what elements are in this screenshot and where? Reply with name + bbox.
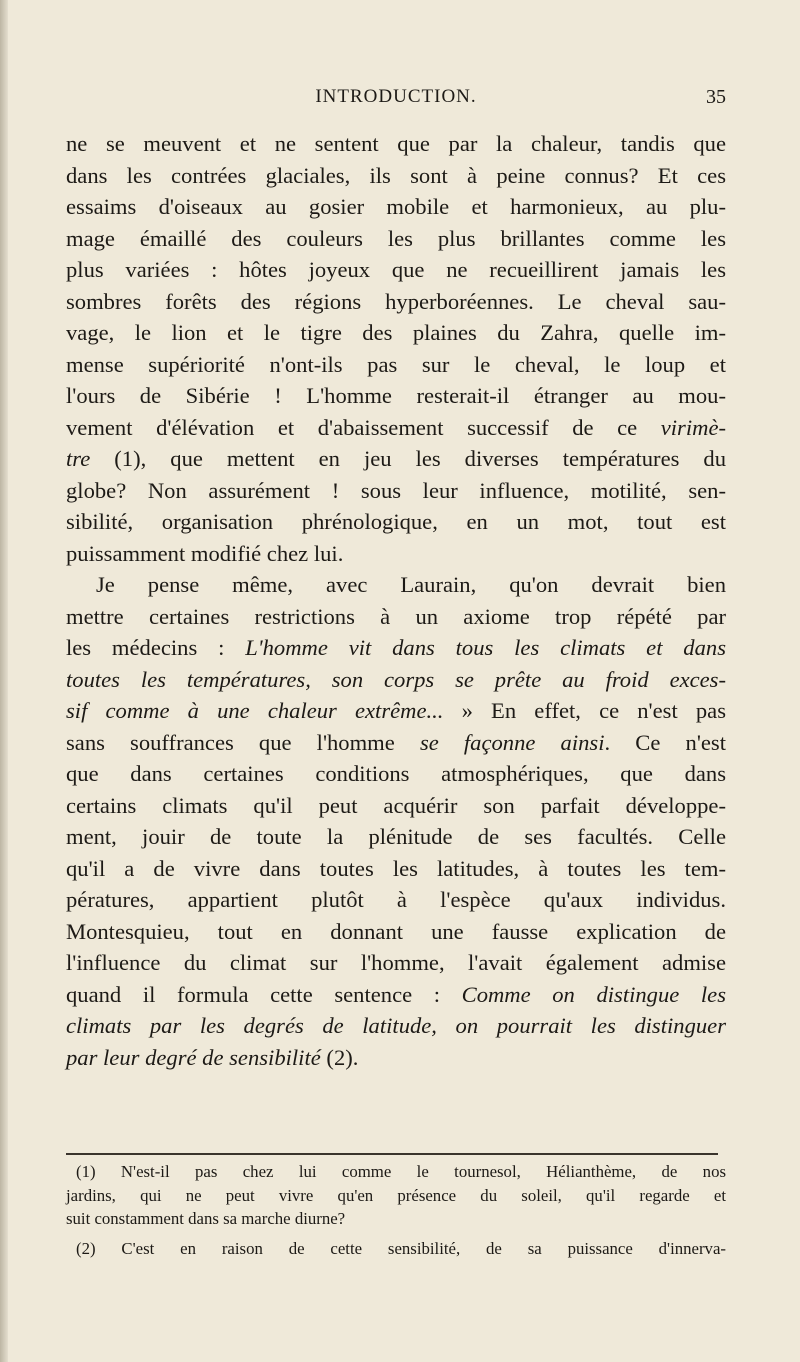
text-line [66,727,726,759]
text-segment: quand il formula cette sentence : [66,981,441,1007]
footnote-line: suit constamment dans sa marche diurne? [66,1209,346,1228]
page-edge [0,0,8,1362]
text-line: plus variées : hôtes joyeux que ne recueillirent jamais les [66,257,726,282]
footnote-ref: (1), que mettent en jeu les diverses températures du [114,446,726,471]
text-segment: vement d'élévation et d'abaissement successif de ce [66,414,638,440]
footnotes [66,1160,726,1260]
text-line [66,979,726,1011]
text-line: pératures, appartient plutôt à l'espèce qu'aux individus. [66,887,726,912]
text-line: ne se meuvent et ne sentent que par la chaleur, tandis que [66,131,726,156]
italic-quote: toutes les températures, son corps se prête au froid exces- [66,666,726,692]
text-line: essaims d'oiseaux au gosier mobile et harmonieux, au plu- [66,194,726,219]
footnote-line: (1) N'est-il pas chez lui comme le tournesol, Hélianthème, de nos [76,1162,726,1181]
text-segment: sans souffrances que l'homme [66,729,395,755]
text-line: puissamment modifié chez lui. [66,540,344,566]
footnote-rule [66,1153,718,1155]
text-line: dans les contrées glaciales, ils sont à peine connus? Et ces [66,162,726,188]
text-line: Je pense même, avec Laurain, qu'on devrait bien [96,572,726,597]
text-line [66,1042,726,1074]
italic-term: virimè- [660,414,726,440]
text-line: Montesquieu, tout en donnant une fausse explication de [66,918,726,944]
page-header [66,86,726,116]
italic-quote: climats par les degrés de latitude, on pourrait les distinguer [66,1013,726,1038]
text-line [66,1010,726,1042]
text-line: ment, jouir de toute la plénitude de ses facultés. Celle [66,824,726,849]
italic-quote: Comme on distingue les [461,981,726,1007]
text-line [66,695,726,727]
text-line [66,664,726,696]
text-line: sombres forêts des régions hyperboréennes. Le cheval sau- [66,288,726,314]
text-line: vage, le lion et le tigre des plaines du Zahra, quelle im- [66,320,726,345]
running-head: INTRODUCTION. [315,86,477,107]
page-number: 35 [706,86,726,108]
italic-quote: L'homme vit dans tous les climats et dans [245,635,726,660]
text-line: que dans certaines conditions atmosphériques, que dans [66,761,726,786]
footnote-ref: (2). [326,1044,359,1070]
italic-quote: par leur degré de sensibilité [66,1044,321,1070]
text-line: mage émaillé des couleurs les plus brillantes comme les [66,225,726,251]
text-line [66,412,726,444]
text-line: mettre certaines restrictions à un axiome trop répété par [66,603,726,629]
text-line: l'influence du climat sur l'homme, l'avait également admise [66,950,726,975]
italic-quote: sif comme à une chaleur extrême... [66,698,444,723]
text-segment: » En effet, ce n'est pas [461,698,726,723]
text-line: certains climats qu'il peut acquérir son parfait développe- [66,792,726,818]
text-line [66,632,726,664]
text-line: mense supériorité n'ont-ils pas sur le cheval, le loup et [66,351,726,377]
text-line: sibilité, organisation phrénologique, en un mot, tout est [66,509,726,534]
footnote-line: jardins, qui ne peut vivre qu'en présence du soleil, qu'il regarde et [66,1185,726,1205]
italic-term: se façonne ainsi [419,729,605,755]
footnote-line: (2) C'est en raison de cette sensibilité, de sa puissance d'innerva- [76,1238,726,1258]
text-segment: . Ce n'est [604,729,726,755]
italic-term: tre [66,446,91,471]
text-line: qu'il a de vivre dans toutes les latitudes, à toutes les tem- [66,855,726,881]
text-line [66,443,726,475]
text-segment: les médecins : [66,635,225,660]
body-text [66,128,726,1073]
text-line: l'ours de Sibérie ! L'homme resterait-il étranger au mou- [66,383,726,408]
text-line: globe? Non assurément ! sous leur influence, motilité, sen- [66,477,726,503]
